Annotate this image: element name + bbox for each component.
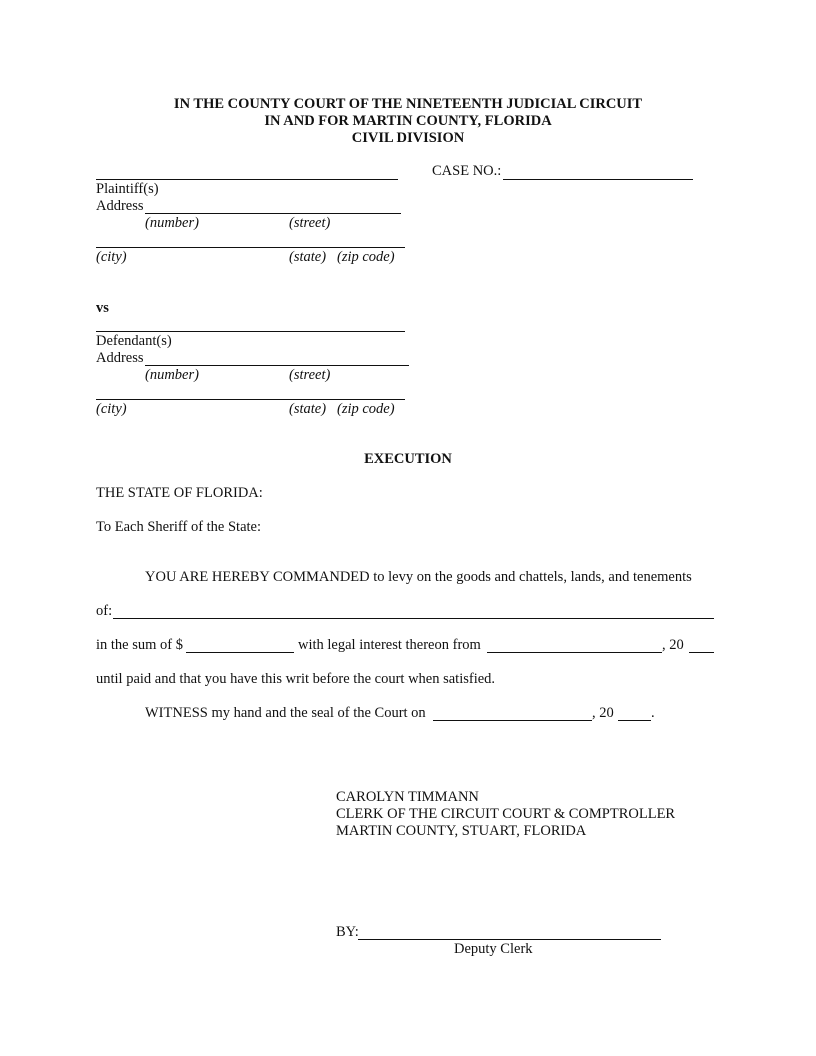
sum-middle-text: with legal interest thereon from [298, 637, 481, 653]
plaintiff-city-line[interactable] [96, 247, 405, 248]
defendant-number-hint: (number) [145, 367, 199, 383]
sum-amount-line[interactable] [186, 652, 294, 653]
plaintiff-zip-hint: (zip code) [337, 249, 395, 265]
state-of-florida-text: THE STATE OF FLORIDA: [96, 485, 263, 501]
levy-target-line[interactable] [113, 618, 714, 619]
case-number-line[interactable] [503, 179, 693, 180]
case-number-label: CASE NO.: [432, 163, 502, 179]
clerk-location: MARTIN COUNTY, STUART, FLORIDA [336, 823, 587, 839]
plaintiff-street-hint: (street) [289, 215, 331, 231]
by-label: BY: [336, 924, 359, 940]
clerk-name: CAROLYN TIMMANN [336, 789, 479, 805]
of-label: of: [96, 603, 113, 619]
plaintiff-name-line[interactable] [96, 179, 398, 180]
interest-date-line[interactable] [487, 652, 662, 653]
deputy-clerk-label: Deputy Clerk [454, 941, 533, 957]
defendant-label: Defendant(s) [96, 333, 172, 349]
witness-year-line[interactable] [618, 720, 651, 721]
signature-line[interactable] [358, 939, 661, 940]
plaintiff-state-hint: (state) [289, 249, 327, 265]
sum-prefix-text: in the sum of $ [96, 637, 183, 653]
defendant-street-hint: (street) [289, 367, 331, 383]
court-heading-line2: IN AND FOR MARTIN COUNTY, FLORIDA [264, 113, 552, 129]
court-heading-line3: CIVIL DIVISION [351, 130, 465, 146]
witness-date-line[interactable] [433, 720, 592, 721]
plaintiff-city-hint: (city) [96, 249, 127, 265]
document-title: EXECUTION [364, 451, 452, 467]
clerk-title: CLERK OF THE CIRCUIT COURT & COMPTROLLER [336, 806, 676, 822]
witness-prefix-text: WITNESS my hand and the seal of the Court on [145, 705, 426, 721]
to-sheriff-text: To Each Sheriff of the State: [96, 519, 262, 535]
defendant-city-line[interactable] [96, 399, 405, 400]
plaintiff-label: Plaintiff(s) [96, 181, 159, 197]
witness-year-prefix: , 20 [592, 705, 614, 721]
plaintiff-number-hint: (number) [145, 215, 199, 231]
interest-year-line[interactable] [689, 652, 714, 653]
defendant-city-hint: (city) [96, 401, 127, 417]
defendant-address-line[interactable] [145, 365, 409, 366]
defendant-zip-hint: (zip code) [337, 401, 395, 417]
plaintiff-address-line[interactable] [145, 213, 401, 214]
until-paid-text: until paid and that you have this writ before the court when satisfied. [96, 671, 496, 687]
defendant-name-line[interactable] [96, 331, 405, 332]
plaintiff-address-label: Address [96, 198, 144, 214]
sum-year-prefix: , 20 [662, 637, 684, 653]
witness-suffix: . [651, 705, 655, 721]
defendant-state-hint: (state) [289, 401, 327, 417]
defendant-address-label: Address [96, 350, 144, 366]
command-text: YOU ARE HEREBY COMMANDED to levy on the goods and chattels, lands, and tenements [145, 569, 692, 585]
court-heading-line1: IN THE COUNTY COURT OF THE NINETEENTH JUDICIAL CIRCUIT [173, 96, 643, 112]
versus-label: vs [96, 300, 109, 316]
